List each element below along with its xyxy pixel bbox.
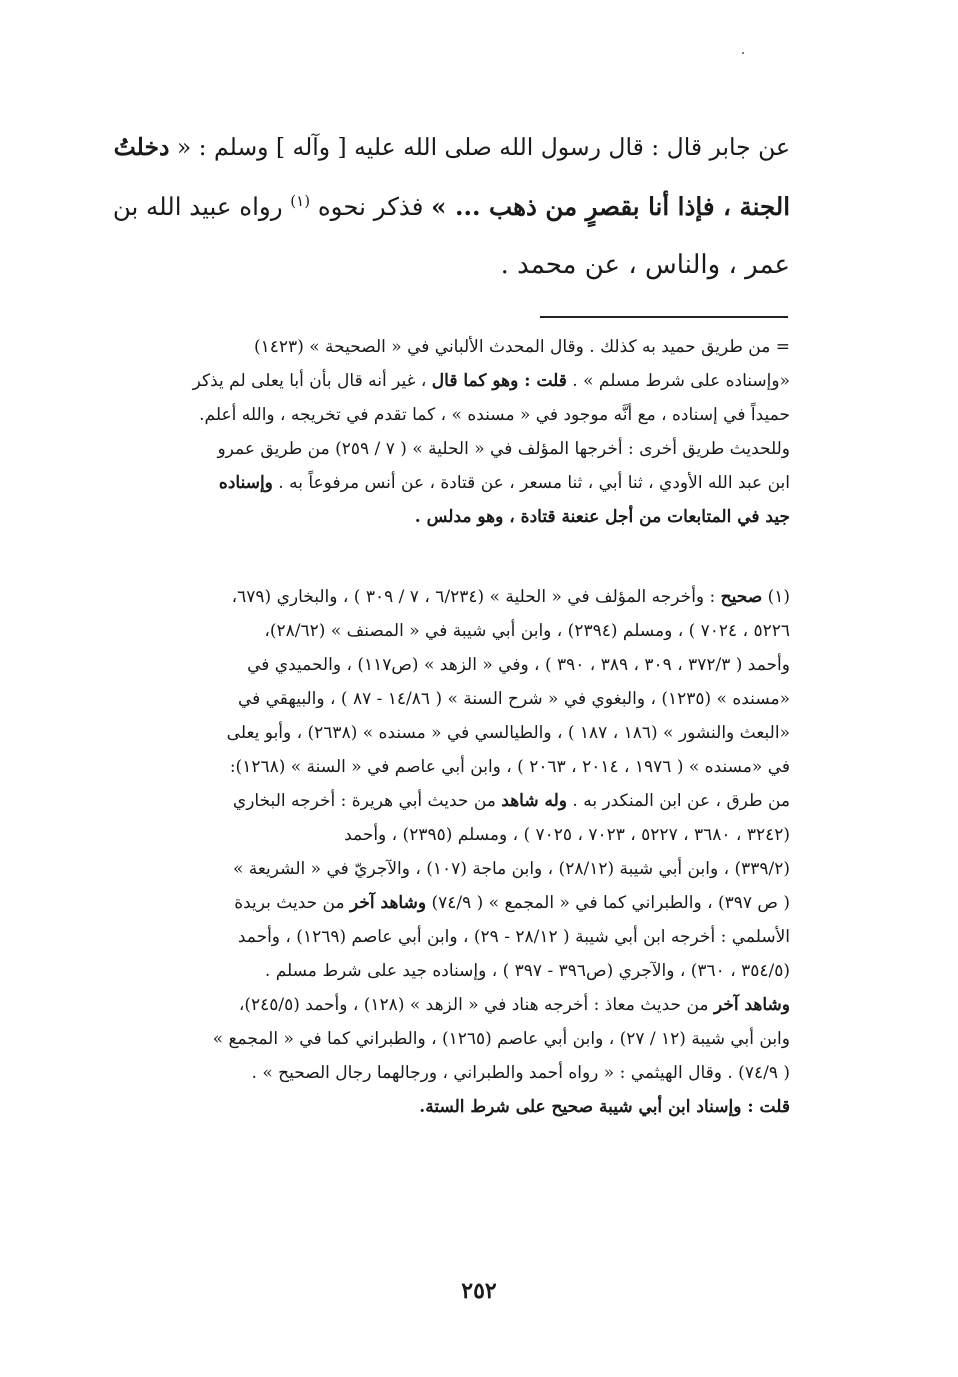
footnote-number: (١) xyxy=(762,587,790,607)
bold-phrase: صحيح xyxy=(720,587,763,607)
footnote-line: ( ص ٣٩٧) ، والطبراني كما في « المجمع » ( ٧٤/٩) وشاهد آخر من حديث بريدة xyxy=(234,893,790,913)
main-line: الجنة ، فإذا أنا بقصرٍ من ذهب ... » فذكر نحوه $^{(١)}$ رواه عبيد الله بن xyxy=(112,191,790,221)
bold-phrase: دخلتُ xyxy=(113,133,170,161)
footnote-line: قلت : وإسناد ابن أبي شيبة صحيح على شرط الستة. xyxy=(419,1097,790,1117)
footnote-line: وشاهد آخر من حديث معاذ : أخرجه هناد في « الزهد » (١٢٨) ، وأحمد (٢٤٥/٥)، xyxy=(238,995,790,1015)
footnote-line: = من طريق حميد به كذلك . وقال المحدث الألباني في « الصحيحة » (١٤٢٣) xyxy=(254,337,790,357)
footnote-1 xyxy=(100,580,790,1124)
footnote-line: (٣٢٤٢ ، ٣٦٨٠ ، ٥٢٢٧ ، ٧٠٢٣ ، ٧٠٢٥ ) ، ومسلم (٢٣٩٥) ، وأحمد xyxy=(344,825,790,845)
footnote-line: وللحديث طريق أخرى : أخرجها المؤلف في « الحلية » ( ٧ / ٢٥٩) من طريق عمرو xyxy=(217,439,790,459)
main-text xyxy=(100,118,790,295)
bold-phrase: وإسناده xyxy=(218,473,273,493)
bold-phrase: الجنة ، فإذا أنا بقصرٍ من ذهب ... » xyxy=(431,192,790,221)
main-line: عن جابر قال : قال رسول الله صلى الله عليه [ وآله ] وسلم : « دخلتُ xyxy=(113,133,790,161)
bold-phrase: وله شاهد xyxy=(501,791,568,811)
main-line: عمر ، والناس ، عن محمد . xyxy=(500,250,790,280)
scan-speck xyxy=(742,52,744,54)
bold-phrase: وشاهد آخر xyxy=(713,995,790,1015)
footnote-line: «البعث والنشور » (١٨٦ ، ١٨٧ ) ، والطيالسي في « مسنده » (٢٦٣٨) ، وأبو يعلى xyxy=(226,723,790,743)
footnote-line: وأحمد ( ٣٧٢/٣ ، ٣٠٩ ، ٣٨٩ ، ٣٩٠ ) ، وفي « الزهد » (ص١١٧) ، والحميدي في xyxy=(247,655,790,675)
footnote-ref[interactable]: (١) xyxy=(290,191,311,210)
footnote-line: الأسلمي : أخرجه ابن أبي شيبة ( ٢٨/١٢ - ٢٩) ، وابن أبي عاصم (١٢٦٩) ، وأحمد xyxy=(237,927,790,947)
footnote-line: (١) صحيح : وأخرجه المؤلف في « الحلية » (٦/٢٣٤ ، ٧ / ٣٠٩ ) ، والبخاري (٦٧٩، xyxy=(231,587,790,607)
bold-phrase: وشاهد آخر xyxy=(350,893,427,913)
footnote-divider xyxy=(540,316,788,318)
footnote-line: وابن أبي شيبة (١٢ / ٢٧) ، وابن أبي عاصم (١٢٦٥) ، والطبراني كما في « المجمع » xyxy=(212,1029,790,1049)
bold-phrase: قلت : وهو كما قال xyxy=(431,371,567,391)
footnote-line: حميداً في إسناده ، مع أنَّه موجود في « مسنده » ، كما تقدم في تخريجه ، والله أعلم. xyxy=(199,405,790,425)
footnote-line: (٣٣٩/٢) ، وابن أبي شيبة (٢٨/١٢) ، وابن ماجة (١٠٧) ، والآجريّ في « الشريعة » xyxy=(232,859,790,879)
footnote-line: ابن عبد الله الأودي ، ثنا أبي ، ثنا مسعر ، عن قتادة ، عن أنس مرفوعاً به . وإسناده xyxy=(218,473,790,493)
footnote-line: ٥٢٢٦ ، ٧٠٢٤ ) ، ومسلم (٢٣٩٤) ، وابن أبي شيبة في « المصنف » (٢٨/٦٢)، xyxy=(264,621,790,641)
footnote-line: من طرق ، عن ابن المنكدر به . وله شاهد من حديث أبي هريرة : أخرجه البخاري xyxy=(232,791,790,811)
footnote-line: في «مسنده » ( ١٩٧٦ ، ٢٠١٤ ، ٢٠٦٣ ) ، وابن أبي عاصم في « السنة » (١٢٦٨): xyxy=(229,757,790,777)
footnote-line: جيد في المتابعات من أجل عنعنة قتادة ، وهو مدلس . xyxy=(414,507,790,527)
footnote-line: ( ٧٤/٩) . وقال الهيثمي : « رواه أحمد والطبراني ، ورجالهما رجال الصحيح » . xyxy=(251,1063,790,1083)
footnote-continuation xyxy=(100,330,790,534)
footnote-line: (٣٥٤/٥ ، ٣٦٠) ، والآجري (ص٣٩٦ - ٣٩٧ ) ، وإسناده جيد على شرط مسلم . xyxy=(264,961,790,981)
footnote-line: «وإسناده على شرط مسلم » . قلت : وهو كما قال ، غير أنه قال بأن أبا يعلى لم يذكر xyxy=(192,371,790,391)
footnote-line: «مسنده » (١٢٣٥) ، والبغوي في « شرح السنة » ( ١٤/٨٦ - ٨٧ ) ، والبيهقي في xyxy=(237,689,790,709)
page-number: ٢٥٢ xyxy=(461,1278,497,1304)
